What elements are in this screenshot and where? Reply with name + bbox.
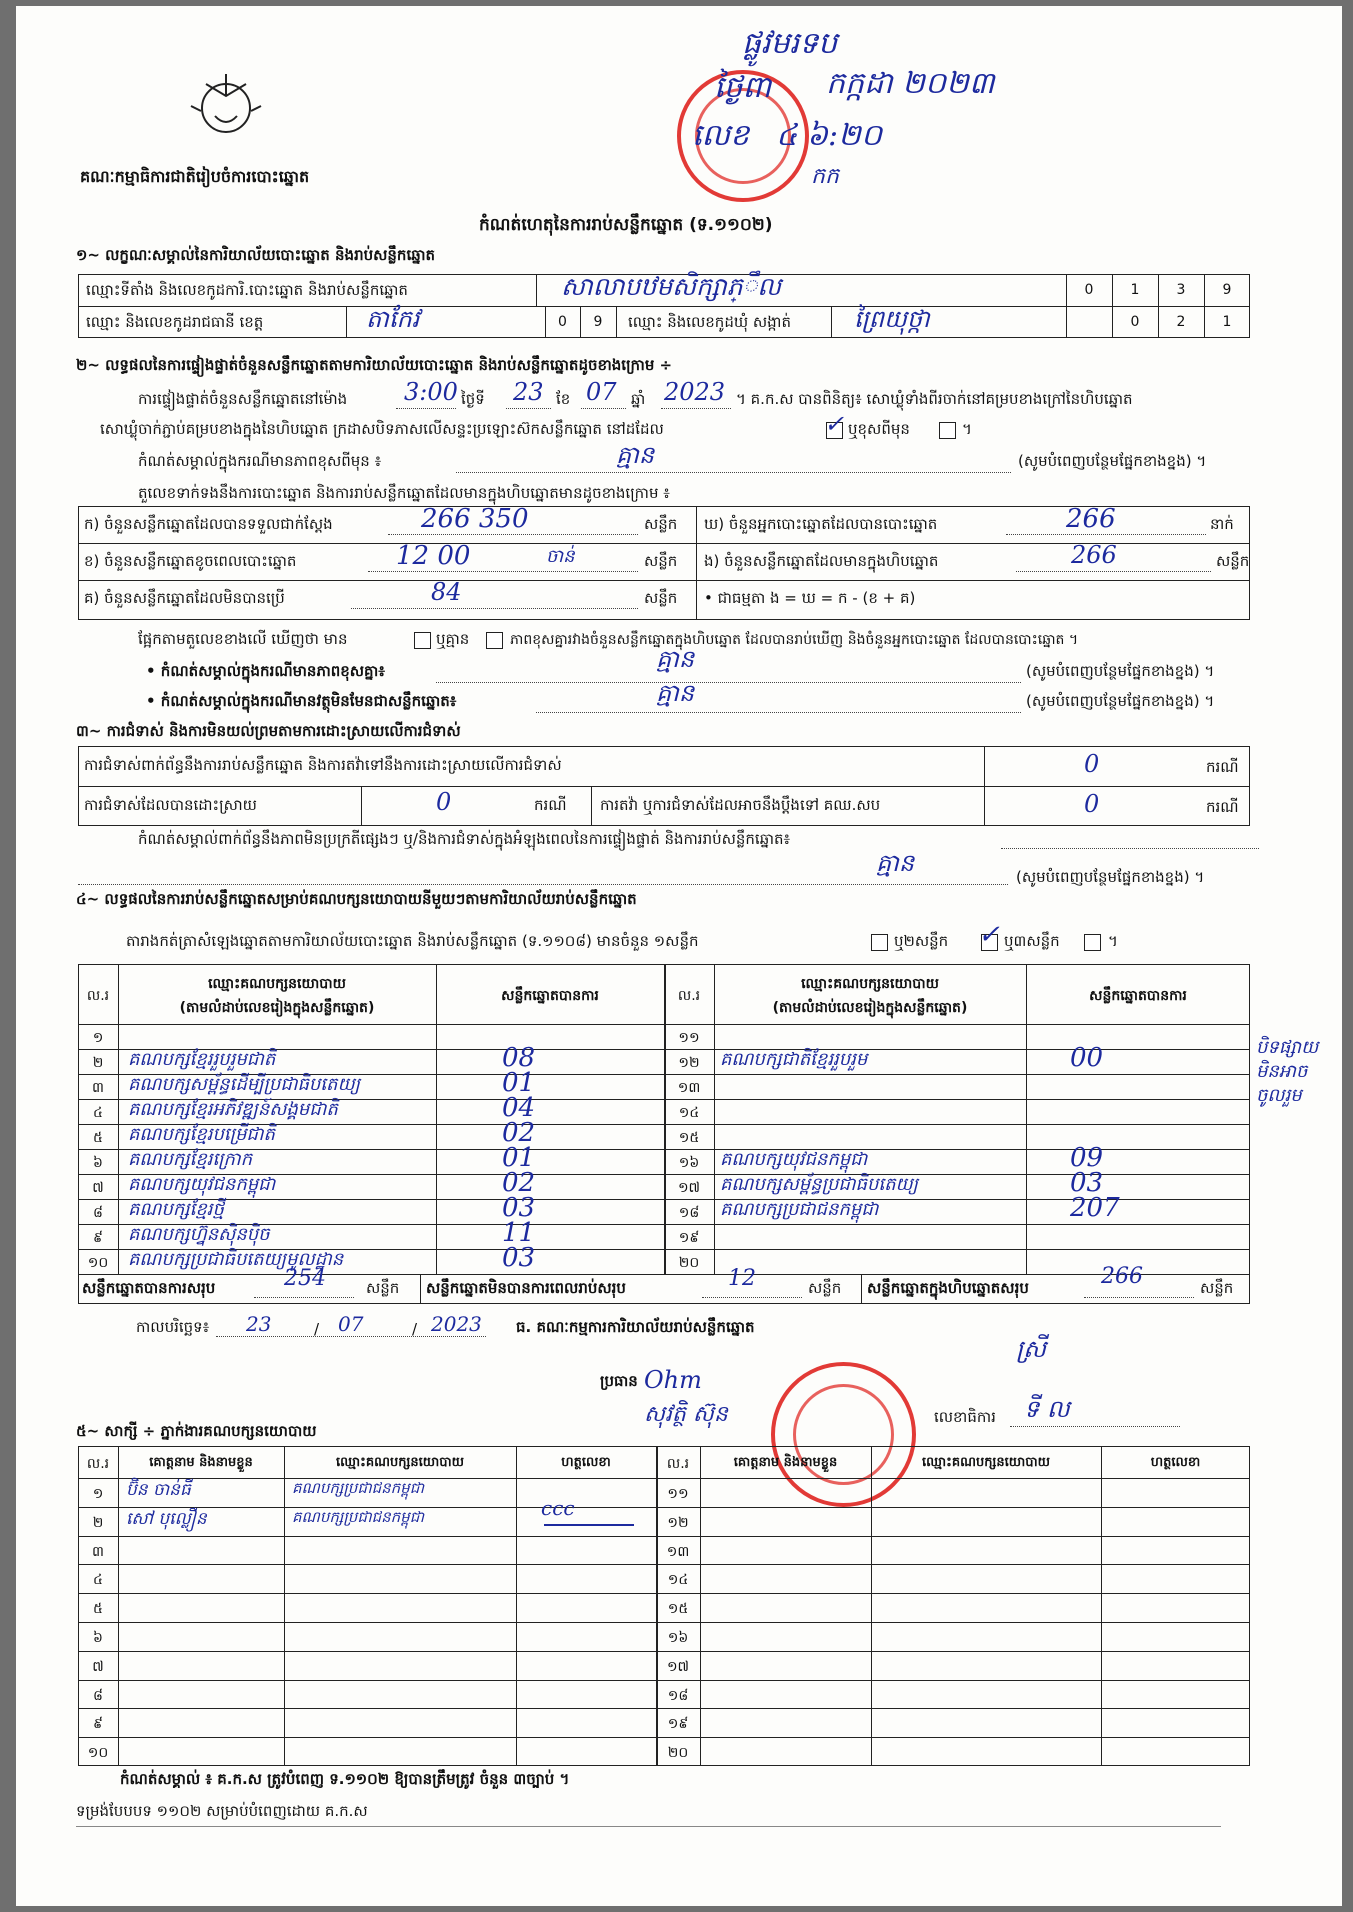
party-votes: 03	[502, 1193, 536, 1223]
unused-ballots-label: គ) ចំនួនសន្លឹកឆ្នោតដែលមិនបានប្រើ	[84, 589, 285, 607]
party-votes: 207	[1070, 1193, 1120, 1223]
col-votes-header: សន្លឹកឆ្នោតបានការ	[501, 988, 599, 1004]
handwritten-note-2a: ថ្ងៃពា	[714, 70, 772, 105]
commune-code-digit: 1	[1222, 314, 1232, 330]
date-label: កាលបរិច្ឆេទ៖	[136, 1318, 210, 1336]
difference-note-value: គ្មាន	[616, 441, 655, 469]
row-number: ១៨	[667, 1688, 689, 1704]
witness-name: ប៊ិន ចាន់ធី	[126, 1480, 191, 1500]
verification-year-value: 2023	[664, 378, 726, 406]
voters-voted-value: 266	[1066, 504, 1116, 534]
verification-day-value: 23	[513, 378, 544, 406]
date-day: 23	[246, 1312, 272, 1336]
row-number: ៣	[92, 1544, 104, 1560]
date-separator: /	[412, 1320, 418, 1338]
row-number: ៩	[93, 1716, 103, 1732]
row-number: ២	[92, 1515, 104, 1531]
row-line	[78, 1737, 1250, 1738]
verification-time-value: 3:00	[404, 378, 458, 406]
row-line	[78, 1564, 1250, 1565]
col-party-subheader: (តាមលំដាប់លេខរៀងក្នុងសន្លឹកឆ្នោត)	[179, 1000, 375, 1016]
commune-label: ឈ្មោះ និងលេខកូដឃុំ សង្កាត់	[628, 313, 791, 331]
verification-time-label: ការផ្ទៀងផ្ទាត់ចំនួនសន្លឹកឆ្នោតនៅម៉ោង	[138, 390, 348, 408]
ballots-in-box-label: ង) ចំនួនសន្លឹកឆ្នោតដែលមានក្នុងហិបឆ្នោត	[704, 552, 939, 570]
commune-code-digit: 0	[1130, 314, 1140, 330]
witness-party: គណបក្សប្រជាជនកម្ពុជា	[292, 1508, 424, 1526]
unit-label: សន្លឹក	[808, 1279, 842, 1297]
unit-label: សន្លឹក	[644, 515, 678, 533]
row-number: ១១	[678, 1030, 700, 1046]
row-line	[78, 1478, 1250, 1479]
col-name-header: គោត្តនាម និងនាមខ្លួន	[149, 1455, 253, 1470]
handwritten-note-3a: លេខ	[692, 118, 750, 153]
total-valid-label: សន្លឹកឆ្នោតបានការសរុប	[82, 1279, 216, 1297]
unit-label: ករណី	[534, 796, 567, 814]
row-number: ២០	[678, 1255, 700, 1271]
totals-row	[78, 1274, 1250, 1304]
province-value: តាកែវ	[366, 305, 420, 333]
row-number: ១៥	[667, 1601, 689, 1617]
difference-note-label: កំណត់សម្គាល់ក្នុងករណីមានភាពខុសពីមុន ៖	[138, 452, 382, 470]
month-label: ខែ	[556, 390, 571, 408]
row-number: ៥	[93, 1130, 103, 1146]
results-intro: តួលេខទាក់ទងនឹងការបោះឆ្នោត និងការរាប់សន្លឹកឆ្នោតដែលមានក្នុងហិបឆ្នោតមានដូចខាងក្រោម ៖	[138, 484, 670, 502]
row-number: ១៧	[677, 1180, 701, 1196]
form-page	[16, 6, 1342, 1906]
resolved-objections-label: ការជំទាស់ដែលបានដោះស្រាយ	[84, 796, 257, 814]
province-code-digit: 9	[593, 314, 603, 330]
signed-by-committee: ធ. គណៈកម្មការការិយាល័យរាប់សន្លឹកឆ្នោត	[516, 1318, 755, 1336]
row-line	[78, 1651, 1250, 1652]
row-number: ១៣	[666, 1544, 690, 1560]
appeals-label: ការតវ៉ា ឬការជំទាស់ដែលអាចនឹងប្តឹងទៅ គឈ.សប	[600, 796, 881, 814]
spoiled-ballots-value: 12 00	[396, 541, 471, 571]
col-number-header: ល.រ	[666, 1456, 690, 1472]
irregularity-note-value: គ្មាន	[876, 849, 915, 877]
row-number: ១១	[667, 1486, 689, 1502]
total-invalid-label: សន្លឹកឆ្នោតមិនបានការពេលរាប់សរុប	[426, 1279, 626, 1297]
row-number: ១៩	[667, 1716, 689, 1732]
party-name: គណបក្សហ្វ៊ុនស៊ិនប៉ិច	[128, 1224, 270, 1245]
unit-label: សន្លឹក	[644, 552, 678, 570]
row-number: ៤	[93, 1105, 103, 1121]
section5-title: ៥~ សាក្សី ÷ ភ្នាក់ងារគណបក្សនយោបាយ	[76, 1422, 317, 1440]
footer-note: កំណត់សម្គាល់ ៖ គ.ក.ស ត្រូវបំពេញ ទ.១១០២ ឱ្យបានត្រឹមត្រូវ ចំនួន ៣ច្បាប់ ។	[120, 1770, 570, 1788]
one-sheet-checkbox[interactable]	[871, 934, 888, 951]
row-number: ១២	[667, 1515, 689, 1531]
col-votes-header: សន្លឹកឆ្នោតបានការ	[1089, 988, 1187, 1004]
fill-more-note: (សូមបំពេញបន្ថែមផ្នែកខាងខ្នង) ។	[1018, 452, 1207, 470]
party-votes: 11	[502, 1218, 536, 1248]
objections-label: ការជំទាស់ពាក់ព័ន្ធនឹងការរាប់សន្លឹកឆ្នោត និងការតវ៉ាទៅនឹងការដោះស្រាយលើការជំទាស់	[84, 756, 562, 774]
spoiled-ballots-label: ខ) ចំនួនសន្លឹកឆ្នោតខូចពេលបោះឆ្នោត	[84, 552, 297, 570]
unit-label: នាក់	[1210, 515, 1234, 533]
unit-label: សន្លឹក	[1216, 552, 1250, 570]
signature-secretary-mark: ស្រី	[1016, 1335, 1046, 1363]
unit-label: ករណី	[1206, 798, 1239, 816]
verification-statement-2: សោឃ្លុំចាក់ភ្ជាប់គម្របខាងក្នុងនៃហិបឆ្នោត ក្រដាសបិទភាសលើសន្ទះប្រឡោះស៊កសន្លឹកឆ្នោត នៅដដែល	[100, 420, 664, 438]
col-party-header: ឈ្មោះគណបក្សនយោបាយ	[922, 1455, 1050, 1470]
row-number: ១	[92, 1486, 104, 1502]
row-number: ៧	[92, 1180, 104, 1196]
row-number: ១២	[678, 1055, 700, 1071]
date-year: 2023	[431, 1312, 482, 1336]
party-votes: 09	[1070, 1143, 1104, 1173]
site-code-digit: 0	[1084, 282, 1094, 298]
party-votes: 01	[502, 1143, 536, 1173]
handwritten-note-3b: ៤ ៦:២០	[776, 118, 883, 153]
two-sheets-label: ឬ២សន្លឹក	[894, 932, 949, 950]
chair-signature: Ohm	[644, 1366, 702, 1394]
row-line	[78, 1680, 1250, 1681]
party-votes: 08	[502, 1043, 536, 1073]
verification-month-value: 07	[586, 378, 617, 406]
row-number: ៦	[93, 1630, 103, 1646]
section2-title: ២~ លទ្ធផលនៃការផ្ទៀងផ្ទាត់ចំនួនសន្លឹកឆ្នោតតាមការិយាល័យបោះឆ្នោត និងរាប់សន្លឹកឆ្នោតដូចខាងក្រោម ÷	[76, 356, 673, 374]
site-code-digit: 3	[1176, 282, 1186, 298]
changed-label: ឬខុសពីមុន	[848, 420, 910, 438]
party-name: គណបក្សប្រជាធិបតេយ្យមូលដ្ឋាន	[128, 1249, 344, 1270]
checkmark-icon: ✓	[978, 920, 1000, 950]
total-box-value: 266	[1101, 1264, 1143, 1289]
committee-seal-logo	[181, 66, 271, 136]
col-party-header: ឈ្មោះគណបក្សនយោបាយ	[208, 976, 346, 992]
row-number: ១៦	[667, 1630, 689, 1646]
fill-more-note: (សូមបំពេញបន្ថែមផ្នែកខាងខ្នង) ។	[1016, 868, 1205, 886]
party-name: គណបក្សខ្មែរក្រោក	[128, 1149, 253, 1170]
year-label: ឆ្នាំ	[631, 390, 646, 408]
row-number: ៤	[93, 1572, 103, 1588]
document-title: កំណត់ហេតុនៃការរាប់សន្លឹកឆ្នោត (ទ.១១០២)	[479, 215, 773, 235]
form-note: ទម្រង់បែបបទ ១១០២ សម្រាប់បំពេញដោយ គ.ក.ស	[76, 1802, 368, 1820]
col-sign-header: ហត្ថលេខា	[1150, 1455, 1201, 1470]
row-number: ២	[92, 1055, 104, 1071]
row-number: ១៤	[667, 1572, 689, 1588]
col-party-header: ឈ្មោះគណបក្សនយោបាយ	[336, 1455, 464, 1470]
section1-title: ១~ លក្ខណៈសម្គាល់នៃការិយាល័យបោះឆ្នោត និងរាប់សន្លឹកឆ្នោត	[76, 246, 436, 264]
period: ។	[962, 420, 972, 438]
party-name: គណបក្សយុវជនកម្ពុជា	[128, 1174, 276, 1195]
total-valid-value: 254	[284, 1266, 326, 1291]
no-difference-checkbox[interactable]	[486, 632, 503, 649]
row-number: ១៩	[678, 1230, 700, 1246]
section4-title: ៤~ លទ្ធផលនៃការរាប់សន្លឹកឆ្នោតសម្រាប់គណបក្សនយោបាយនីមួយៗតាមការិយាល័យរាប់សន្លឹកឆ្នោត	[76, 890, 637, 908]
party-votes: 02	[502, 1168, 536, 1198]
col-name-header: គោត្តនាម និងនាមខ្លួន	[733, 1455, 838, 1470]
row-number: ៥	[93, 1601, 103, 1617]
row-line	[78, 1536, 1250, 1537]
row-number: ៩	[93, 1230, 103, 1246]
chair-name: សុវត្ថិ ស៊ុន	[644, 1402, 728, 1427]
site-code-digit: 1	[1130, 282, 1140, 298]
checkmark-icon: ✓	[824, 410, 845, 438]
col-number-header: ល.រ	[86, 1456, 110, 1472]
committee-name: គណៈកម្មាធិការជាតិរៀបចំការបោះឆ្នោត	[80, 167, 310, 186]
ballots-in-box-value: 266	[1071, 541, 1117, 569]
unit-label: សន្លឹក	[644, 589, 678, 607]
row-number: ២០	[667, 1745, 689, 1761]
day-label: ថ្ងៃទី	[461, 390, 485, 408]
col-number-header: ល.រ	[677, 988, 701, 1004]
party-votes: 04	[502, 1093, 536, 1123]
col-number-header: ល.រ	[86, 988, 110, 1004]
has-difference-checkbox[interactable]	[414, 632, 431, 649]
row-number: ១០	[87, 1745, 109, 1761]
row-number: ១៦	[678, 1155, 700, 1171]
row-number: ៨	[93, 1205, 103, 1221]
row-line	[78, 1708, 1250, 1709]
party-name: គណបក្សប្រជាជនកម្ពុជា	[720, 1199, 879, 1220]
period: ។	[1108, 932, 1118, 950]
resolved-objections-value: 0	[436, 788, 452, 816]
formula-note: • ជាធម្មតា ង = ឃ = ក - (ខ + គ)	[704, 589, 916, 607]
party-votes: 03	[1070, 1168, 1104, 1198]
row-line	[78, 1622, 1250, 1623]
comparison-label: ផ្អែកតាមតួលេខខាងលើ ឃើញថា មាន	[138, 630, 348, 648]
irregularity-note-label: កំណត់សម្គាល់ពាក់ព័ន្ធនឹងភាពមិនប្រក្រតីផ្សេងៗ ឬ/និងការជំទាស់ក្នុងអំឡុងពេលនៃការផ្ទៀងផ្ទាត់ និងការរាប់សន្លឹកឆ្នោត៖	[138, 830, 791, 848]
date-separator: /	[314, 1320, 320, 1338]
party-name: គណបក្សខ្មែរបម្រើជាតិ	[128, 1124, 275, 1145]
discrepancy-note-label: • កំណត់សម្គាល់ក្នុងករណីមានភាពខុសគ្នា៖	[146, 662, 385, 680]
row-number: ៨	[93, 1688, 103, 1704]
three-sheets-checkbox[interactable]	[1084, 934, 1101, 951]
appeals-value: 0	[1084, 790, 1100, 818]
row-number: ៣	[92, 1080, 104, 1096]
row-number: ១៣	[677, 1080, 701, 1096]
witness-signature: ccc	[541, 1496, 575, 1520]
commune-value: ព្រៃយុថ្កា	[854, 305, 930, 333]
row-number: ១៨	[678, 1205, 700, 1221]
row-line	[78, 1024, 1250, 1025]
party-name: គណបក្សសម្ព័ន្ធប្រជាធិបតេយ្យ	[720, 1174, 919, 1195]
voters-voted-label: ឃ) ចំនួនអ្នកបោះឆ្នោតដែលបានបោះឆ្នោត	[704, 515, 938, 533]
section3-title: ៣~ ការជំទាស់ និងការមិនយល់ព្រមតាមការដោះស្រាយលើការជំទាស់	[76, 722, 461, 740]
row-number: ៧	[92, 1659, 104, 1675]
col-party-subheader: (តាមលំដាប់លេខរៀងក្នុងសន្លឹកឆ្នោត)	[772, 1000, 968, 1016]
unit-label: សន្លឹក	[366, 1279, 400, 1297]
foreign-object-note-value: គ្មាន	[656, 679, 695, 707]
foreign-object-note-label: • កំណត់សម្គាល់ក្នុងករណីមានវត្ថុមិនមែនជាសន្លឹកឆ្នោត៖	[146, 692, 457, 710]
witness-name: សៅ បុល្លឿន	[126, 1509, 207, 1529]
party-name: គណបក្សជាតិខ្មែររួបរួម	[720, 1049, 868, 1070]
unused-ballots-value: 84	[431, 578, 462, 606]
province-code-digit: 0	[558, 314, 567, 330]
fill-more-note: (សូមបំពេញបន្ថែមផ្នែកខាងខ្នង) ។	[1026, 692, 1215, 710]
objections-value: 0	[1084, 750, 1100, 778]
row-number: ១៧	[666, 1659, 690, 1675]
row-line	[78, 1593, 1250, 1594]
total-invalid-value: 12	[728, 1266, 756, 1291]
site-code-digit: 9	[1222, 282, 1232, 298]
date-month: 07	[338, 1312, 364, 1336]
margin-handwritten-note: បិទផ្សាយមិនអាច ចូលរួម	[1256, 1037, 1319, 1106]
no-difference-label: ឬគ្មាន	[436, 630, 470, 648]
province-label: ឈ្មោះ និងលេខកូដរាជធានី ខេត្ត	[86, 313, 264, 331]
chair-label: ប្រធាន	[600, 1372, 638, 1390]
received-ballots-value: 266 350	[421, 504, 529, 534]
changed-checkbox[interactable]	[939, 422, 956, 439]
row-line	[78, 1507, 1250, 1508]
party-name: គណបក្សយុវជនកម្ពុជា	[720, 1149, 868, 1170]
site-name-label: ឈ្មោះទីតាំង និងលេខកូដការិ.បោះឆ្នោត និងរាប់សន្លឹកឆ្នោត	[86, 281, 408, 299]
total-box-label: សន្លឹកឆ្នោតក្នុងហិបឆ្នោតសរុប	[867, 1279, 1029, 1297]
initials-mark: ចាន់	[546, 546, 575, 567]
received-ballots-label: ក) ចំនួនសន្លឹកឆ្នោតដែលបានទទួលជាក់ស្តែង	[84, 515, 333, 533]
party-name: គណបក្សខ្មែរអភិវឌ្ឍន៍សង្គមជាតិ	[128, 1099, 338, 1120]
handwritten-note-4: កក	[811, 164, 839, 189]
three-sheets-label: ឬ៣សន្លឹក	[1004, 932, 1060, 950]
col-sign-header: ហត្ថលេខា	[561, 1455, 611, 1470]
discrepancy-note-value: គ្មាន	[656, 645, 695, 673]
row-number: ១៤	[678, 1105, 700, 1121]
col-party-header: ឈ្មោះគណបក្សនយោបាយ	[801, 976, 939, 992]
tally-intro: តារាងកត់ត្រាសំឡេងឆ្នោតតាមការិយាល័យបោះឆ្នោត និងរាប់សន្លឹកឆ្នោត (ទ.១១០៨) មានចំនួន ១សន្លឹក	[126, 932, 699, 950]
party-name: គណបក្សសម្ព័ន្ធដើម្បីប្រជាធិបតេយ្យ	[128, 1074, 360, 1095]
handwritten-note-2b: កក្កដា ២០២៣	[826, 66, 995, 101]
row-number: ១០	[87, 1255, 109, 1271]
verification-statement: ។ គ.ក.ស បានពិនិត្យ៖ សោឃ្លុំទាំងពីរចាក់នៅគម្របខាងក្រៅនៃហិបឆ្នោត	[736, 390, 1133, 408]
commune-code-digit: 2	[1176, 314, 1186, 330]
party-votes: 02	[502, 1118, 536, 1148]
party-votes: 01	[502, 1068, 536, 1098]
fill-more-note: (សូមបំពេញបន្ថែមផ្នែកខាងខ្នង) ។	[1026, 662, 1215, 680]
row-number: ១	[92, 1030, 104, 1046]
row-number: ១៥	[678, 1130, 700, 1146]
unit-label: សន្លឹក	[1200, 1279, 1234, 1297]
secretary-label: លេខាធិការ	[934, 1408, 996, 1426]
row-number: ៦	[93, 1155, 103, 1171]
party-name: គណបក្សខ្មែររួបរួមជាតិ	[128, 1049, 276, 1070]
site-name-value: សាលាបឋមសិក្សាភ្ឹល	[561, 272, 782, 301]
unit-label: ករណី	[1206, 758, 1239, 776]
party-votes: 00	[1070, 1043, 1104, 1073]
handwritten-note-1: ផ្លូវមរទប	[742, 26, 838, 61]
witness-party: គណបក្សប្រជាជនកម្ពុជា	[292, 1479, 424, 1497]
witness-signature-stroke	[544, 1524, 634, 1526]
party-name: គណបក្សខ្មែរថ្មី	[128, 1199, 224, 1220]
secretary-name: ទី ល	[1024, 1395, 1070, 1423]
comparison-text: ភាពខុសគ្នារវាងចំនួនសន្លឹកឆ្នោតក្នុងហិបឆ្នោត ដែលបានរាប់ឃើញ និងចំនួនអ្នកបោះឆ្នោត ដែលបានបោះឆ្នោត ។	[510, 632, 1079, 648]
party-votes: 03	[502, 1243, 536, 1273]
